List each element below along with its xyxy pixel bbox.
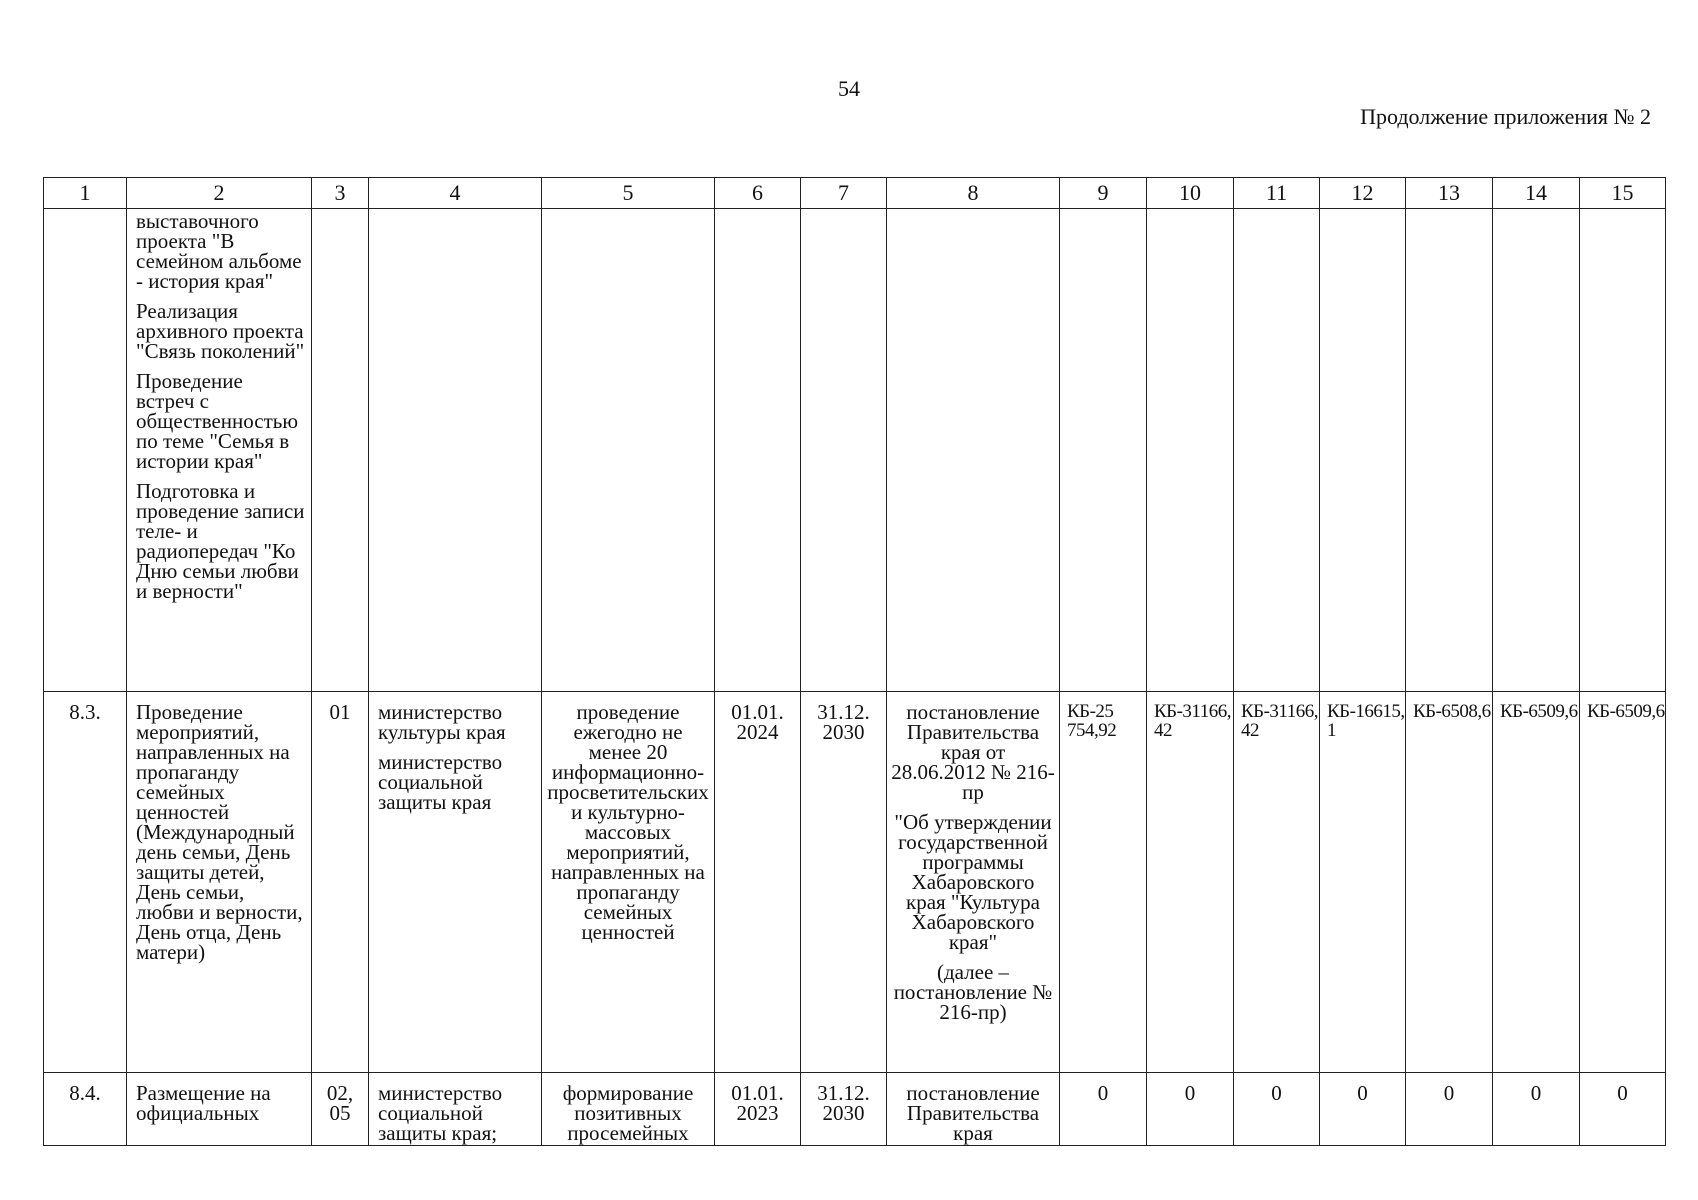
executor: министерство социальной защиты края; (378, 1081, 503, 1145)
measure-code: 01 (329, 700, 351, 724)
table-cell (1147, 209, 1234, 692)
table-row-continuation (44, 209, 1666, 692)
start-date: 01.01. 2024 (731, 700, 784, 744)
table-cell (1406, 692, 1493, 1073)
funding-value: КБ-16615, 1 (1327, 701, 1405, 741)
table-cell (887, 692, 1060, 1073)
column-header: 2 (127, 178, 312, 209)
column-number-row (44, 178, 1666, 209)
table-cell (715, 692, 801, 1073)
measure-code: 02, 05 (326, 1081, 354, 1125)
start-date: 01.01. 2023 (731, 1081, 784, 1125)
table-row-8-4 (44, 1073, 1666, 1146)
measure-name: Проведение мероприятий, направленных на пропаганду семейных ценностей (Международный день семьи, День защиты детей, День семьи, любви и верности, День отца, День матери) (136, 700, 303, 964)
activity-text: Проведение встреч с общественностью по теме "Семья в истории края" (136, 369, 299, 473)
table-cell (1406, 1073, 1493, 1146)
table-cell (887, 1073, 1060, 1146)
table-cell (1060, 1073, 1147, 1146)
table-cell (542, 1073, 715, 1146)
column-header: 9 (1060, 178, 1147, 209)
table-cell (1580, 1073, 1666, 1146)
table-cell (715, 1073, 801, 1146)
table-cell (1493, 209, 1580, 692)
table-cell (369, 209, 542, 692)
table-cell (542, 209, 715, 692)
table-cell (1320, 1073, 1406, 1146)
column-header: 10 (1147, 178, 1234, 209)
funding-value: КБ-6509,6 (1500, 701, 1578, 722)
column-header: 13 (1406, 178, 1493, 209)
column-header: 8 (887, 178, 1060, 209)
funding-value: 0 (1184, 1081, 1196, 1105)
table-cell (369, 1073, 542, 1146)
column-header: 5 (542, 178, 715, 209)
expected-result: проведение ежегодно не менее 20 информационно-просветительских и культурно-массовых мероприятий, направленных на пропаганду семейных ценностей (547, 700, 709, 944)
table-cell (542, 692, 715, 1073)
table-cell (1147, 1073, 1234, 1146)
table-cell (127, 692, 312, 1073)
table-cell (312, 209, 369, 692)
table-cell (127, 209, 312, 692)
funding-value: КБ-6508,6 (1413, 701, 1491, 722)
table-cell (1580, 209, 1666, 692)
column-header: 4 (369, 178, 542, 209)
table-row-8-3 (44, 692, 1666, 1073)
column-header: 3 (312, 178, 369, 209)
column-header: 15 (1580, 178, 1666, 209)
column-header: 6 (715, 178, 801, 209)
row-number: 8.3. (69, 700, 101, 724)
column-header: 1 (44, 178, 127, 209)
row-number-cell (44, 1073, 127, 1146)
legal-basis: "Об утверждении государственной программы Хабаровского края "Культура Хабаровского края" (894, 810, 1052, 954)
executor: министерство социальной защиты края (378, 750, 503, 814)
end-date: 31.12. 2030 (817, 700, 870, 744)
appendix-note: Продолжение приложения № 2 (1360, 104, 1651, 129)
column-header: 7 (801, 178, 887, 209)
column-header: 14 (1493, 178, 1580, 209)
table-cell (1234, 209, 1320, 692)
legal-basis: (далее – постановление № 216-пр) (893, 960, 1053, 1024)
funding-value: 0 (1443, 1081, 1455, 1105)
table-cell (312, 692, 369, 1073)
legal-basis: постановление Правительства края (906, 1081, 1040, 1145)
table-cell (1493, 1073, 1580, 1146)
row-number-cell (44, 692, 127, 1073)
table-cell (312, 1073, 369, 1146)
legal-basis: постановление Правительства края от 28.06.2012 № 216-пр (891, 700, 1055, 804)
end-date: 31.12. 2030 (817, 1081, 870, 1125)
page-number: 54 (838, 76, 860, 101)
table-cell (44, 209, 127, 692)
executor: министерство культуры края (378, 700, 506, 744)
funding-value: КБ-25 754,92 (1067, 701, 1117, 741)
table-cell (1320, 209, 1406, 692)
table-cell (1406, 209, 1493, 692)
activity-text: Подготовка и проведение записи теле- и радиопередач "Ко Дню семьи любви и верности" (136, 479, 305, 603)
funding-value: 0 (1357, 1081, 1368, 1105)
activity-text: выставочного проекта "В семейном альбоме - история края" (136, 209, 302, 293)
column-header: 12 (1320, 178, 1406, 209)
table-cell (1234, 1073, 1320, 1146)
table-cell (801, 692, 887, 1073)
measure-name: Размещение на официальных (136, 1081, 271, 1125)
funding-value: 0 (1530, 1081, 1542, 1105)
funding-value: 0 (1097, 1081, 1109, 1105)
funding-value: 0 (1617, 1081, 1628, 1105)
table-cell (715, 209, 801, 692)
table-cell (127, 1073, 312, 1146)
table-cell (801, 209, 887, 692)
table-cell (1060, 209, 1147, 692)
table-cell (801, 1073, 887, 1146)
expected-result: формирование позитивных просемейных (562, 1081, 694, 1145)
measures-table (43, 177, 1666, 1146)
table-cell (1580, 692, 1666, 1073)
funding-value: 0 (1271, 1081, 1282, 1105)
table-cell (1234, 692, 1320, 1073)
funding-value: КБ-6509,6 (1587, 701, 1665, 722)
table-cell (1493, 692, 1580, 1073)
funding-value: КБ-31166, 42 (1154, 701, 1231, 741)
table-cell (1320, 692, 1406, 1073)
funding-value: КБ-31166, 42 (1241, 701, 1318, 741)
table-cell (1060, 692, 1147, 1073)
row-number: 8.4. (69, 1081, 101, 1105)
column-header: 11 (1234, 178, 1320, 209)
activity-text: Реализация архивного проекта "Связь поколений" (136, 299, 305, 363)
table-cell (887, 209, 1060, 692)
table-cell (1147, 692, 1234, 1073)
table-cell (369, 692, 542, 1073)
